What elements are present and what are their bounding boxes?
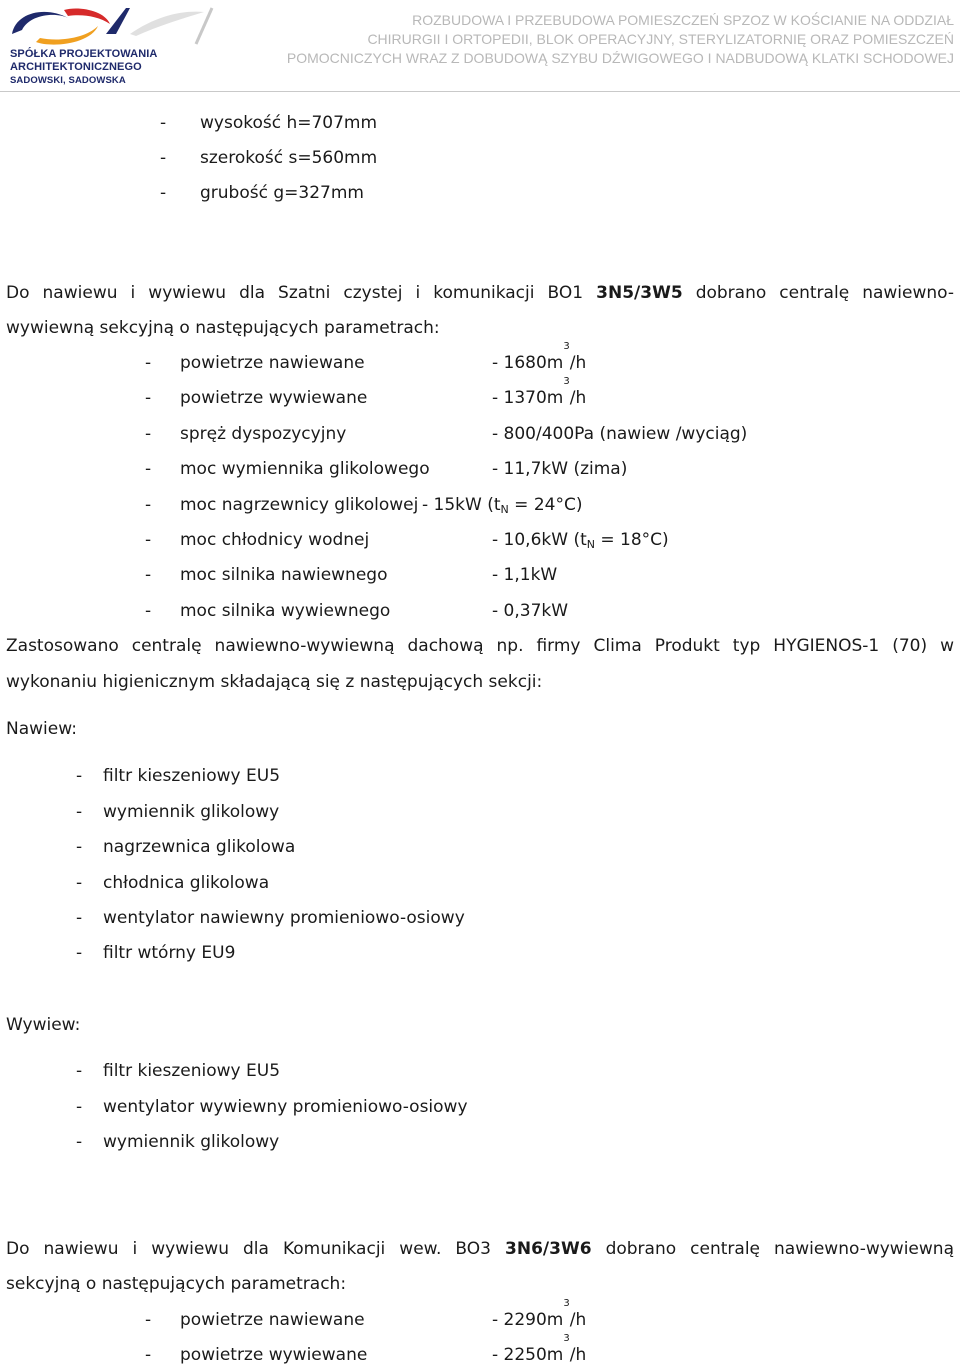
param-name: moc wymiennika glikolowego <box>180 459 430 479</box>
param-dash: - <box>145 530 152 550</box>
param-value: - $1680m^3/h$ <box>492 341 587 373</box>
unit1-intro: Do nawiewu i wywiewu dla Szatni czystej i komunikacji BO1 3N5/3W5 dobrano centralę nawiewno- <box>6 283 954 303</box>
param-name: spręż dyspozycyjny <box>180 424 347 444</box>
project-title-line3: POMOCNICZYCH WRAZ Z DOBUDOWĄ SZYBU DŹWIGOWEGO I NADBUDOWĄ KLATKI SCHODOWEJ <box>286 50 954 66</box>
supply-section: filtr kieszeniowy EU5 <box>103 766 281 786</box>
param-dash: - <box>145 1310 152 1330</box>
param-dash: - <box>145 388 152 408</box>
company-logo <box>6 4 226 86</box>
section-dash: - <box>76 1061 83 1081</box>
exhaust-section: wentylator wywiewny promieniowo-osiowy <box>103 1097 468 1117</box>
dim-item-text: grubość g=327mm <box>200 183 364 203</box>
param-name: moc silnika wywiewnego <box>180 601 391 621</box>
param-value: - 1,1kW <box>492 565 558 585</box>
project-title-line1: ROZBUDOWA I PRZEBUDOWA POMIESZCZEŃ SPZOZ W KOŚCIANIE NA ODDZIAŁ <box>412 12 954 28</box>
section-dash: - <box>76 1097 83 1117</box>
page-header <box>0 0 960 92</box>
supply-section: filtr wtórny EU9 <box>103 943 236 963</box>
param-dash: - <box>145 459 152 479</box>
param-name: powietrze nawiewane <box>180 1310 365 1330</box>
logo-mark-icon <box>6 4 216 50</box>
param-dash: - <box>145 1345 152 1365</box>
supply-heading: Nawiew: <box>6 719 77 739</box>
section-dash: - <box>76 908 83 928</box>
param-dash: - <box>145 601 152 621</box>
section-dash: - <box>76 766 83 786</box>
param-dash: - <box>145 495 152 515</box>
dim-item: - <box>160 148 167 168</box>
param-dash: - <box>145 353 152 373</box>
dim-item: - <box>160 183 167 203</box>
exhaust-heading: Wywiew: <box>6 1015 81 1035</box>
unit1-code: 3N5/3W5 <box>596 283 683 303</box>
param-value: - 15kW $(t_N = 24^\circ C)$ <box>422 495 583 516</box>
param-name: moc nagrzewnicy glikolowej <box>180 495 419 515</box>
header-divider <box>0 91 960 92</box>
param-dash: - <box>145 424 152 444</box>
param-name: powietrze wywiewane <box>180 1345 368 1365</box>
section-dash: - <box>76 1132 83 1152</box>
supply-section: wymiennik glikolowy <box>103 802 280 822</box>
section-dash: - <box>76 802 83 822</box>
supply-section: wentylator nawiewny promieniowo-osiowy <box>103 908 465 928</box>
exhaust-section: filtr kieszeniowy EU5 <box>103 1061 281 1081</box>
param-dash: - <box>145 565 152 585</box>
exhaust-section: wymiennik glikolowy <box>103 1132 280 1152</box>
param-name: powietrze nawiewane <box>180 353 365 373</box>
param-value: - $2290m^3/h$ <box>492 1298 587 1330</box>
logo-company-line2: SADOWSKI, SADOWSKA <box>10 75 126 86</box>
dim-item: - <box>160 113 167 133</box>
param-name: moc silnika nawiewnego <box>180 565 388 585</box>
supply-section: chłodnica glikolowa <box>103 873 270 893</box>
param-value: - 0,37kW <box>492 601 569 621</box>
unit2-code: 3N6/3W6 <box>505 1239 592 1259</box>
applied-unit-text-line2: wykonaniu higienicznym składającą się z następujących sekcji: <box>6 672 543 692</box>
param-name: moc chłodnicy wodnej <box>180 530 370 550</box>
param-name: powietrze wywiewane <box>180 388 368 408</box>
supply-section: nagrzewnica glikolowa <box>103 837 296 857</box>
unit2-intro-line2: sekcyjną o następujących parametrach: <box>6 1274 347 1294</box>
project-title-line2: CHIRURGII I ORTOPEDII, BLOK OPERACYJNY, STERYLIZATORNIĘ ORAZ POMIESZCZEŃ <box>367 31 954 47</box>
unit2-intro: Do nawiewu i wywiewu dla Komunikacji wew. BO3 3N6/3W6 dobrano centralę nawiewno-wywiewną <box>6 1239 954 1259</box>
section-dash: - <box>76 943 83 963</box>
logo-company-line1: SPÓŁKA PROJEKTOWANIA ARCHITEKTONICZNEGO <box>10 48 158 73</box>
unit1-intro-line2: wywiewną sekcyjną o następujących parametrach: <box>6 318 440 338</box>
applied-unit-text: Zastosowano centralę nawiewno-wywiewną dachową np. firmy Clima Produkt typ HYGIENOS-1 (70) w <box>6 636 954 656</box>
section-dash: - <box>76 837 83 857</box>
param-value: - $2250m^3/h$ <box>492 1333 587 1365</box>
section-dash: - <box>76 873 83 893</box>
project-title <box>287 11 954 68</box>
param-value: - 800/400Pa (nawiew /wyciąg) <box>492 424 748 444</box>
dim-item-text: szerokość s=560mm <box>200 148 378 168</box>
dim-item-text: wysokość h=707mm <box>200 113 378 133</box>
param-value: - 11,7kW (zima) <box>492 459 628 479</box>
logo-company-name <box>10 48 226 87</box>
param-value: - $1370m^3/h$ <box>492 376 587 408</box>
param-value: - 10,6kW $(t_N = 18^\circ C)$ <box>492 530 669 551</box>
